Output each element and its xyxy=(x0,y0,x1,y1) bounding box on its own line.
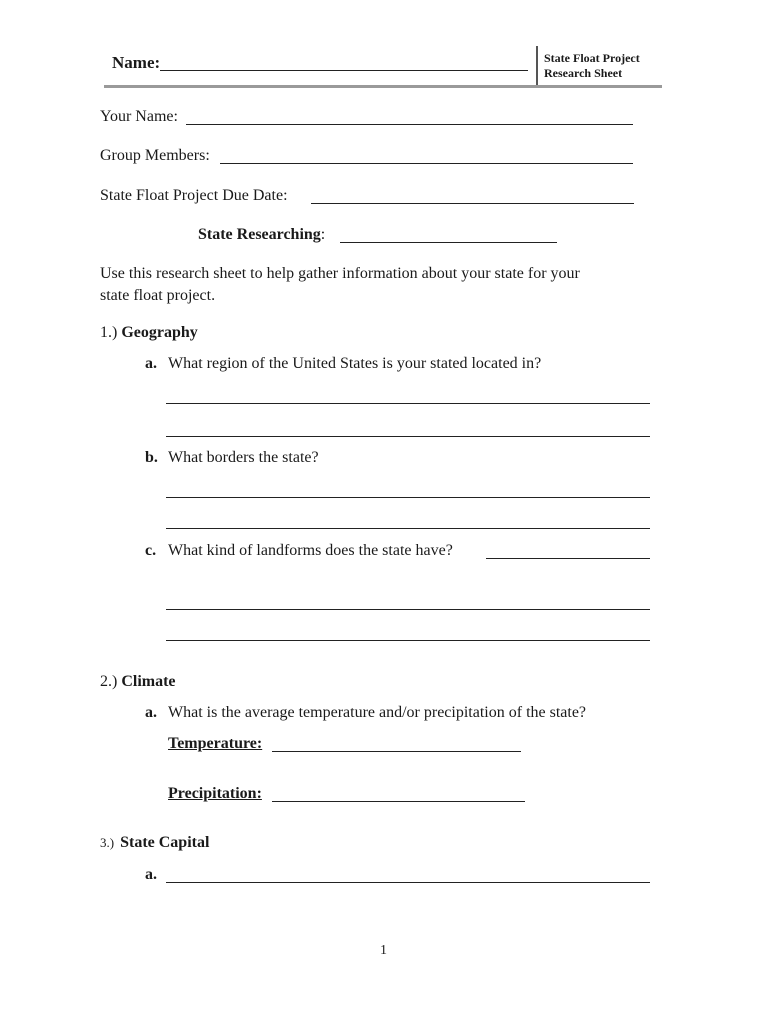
geo-a-letter: a. xyxy=(145,355,157,372)
header-divider xyxy=(536,46,538,86)
geo-a-answer-line-2[interactable] xyxy=(166,436,650,437)
name-blank[interactable] xyxy=(160,70,528,71)
section-geography-number: 1.) xyxy=(100,324,118,341)
geo-c-question: What kind of landforms does the state have? xyxy=(168,542,453,559)
your-name-blank[interactable] xyxy=(186,124,633,125)
section-capital-number: 3.) xyxy=(100,835,115,850)
geo-b-answer-line-2[interactable] xyxy=(166,528,650,529)
geo-c-answer-line-1[interactable] xyxy=(166,609,650,610)
state-researching-text: State Researching xyxy=(198,226,321,243)
geo-c-answer-line-2[interactable] xyxy=(166,640,650,641)
section-climate-number: 2.) xyxy=(100,673,118,690)
section-geography-title: Geography xyxy=(121,324,198,341)
geo-a-answer-line-1[interactable] xyxy=(166,403,650,404)
precipitation-label: Precipitation: xyxy=(168,785,262,802)
state-researching-blank[interactable] xyxy=(340,242,557,243)
intro-line-1: Use this research sheet to help gather information about your state for your xyxy=(100,265,580,282)
page-number: 1 xyxy=(380,943,387,958)
capital-a-answer-line[interactable] xyxy=(166,882,650,883)
header-rule xyxy=(104,85,662,88)
section-climate-heading xyxy=(100,673,176,691)
header-box-title xyxy=(544,51,640,81)
geo-a-question: What region of the United States is your stated located in? xyxy=(168,355,542,372)
name-label: Name: xyxy=(112,53,161,72)
section-geography-heading xyxy=(100,324,198,342)
geo-b-question: What borders the state? xyxy=(168,449,319,466)
group-members-label: Group Members: xyxy=(100,147,210,164)
group-members-blank[interactable] xyxy=(220,163,633,164)
geo-c-letter: c. xyxy=(145,542,157,559)
due-date-label: State Float Project Due Date: xyxy=(100,187,288,204)
precipitation-blank[interactable] xyxy=(272,801,525,802)
geo-b-answer-line-1[interactable] xyxy=(166,497,650,498)
geo-c-inline-blank[interactable] xyxy=(486,558,650,559)
intro-paragraph xyxy=(100,263,580,307)
section-climate-title: Climate xyxy=(121,673,176,690)
capital-a-letter: a. xyxy=(145,866,157,883)
header-box-title-line1: State Float Project xyxy=(544,51,640,65)
temperature-blank[interactable] xyxy=(272,751,521,752)
section-capital-title: State Capital xyxy=(120,834,210,851)
due-date-blank[interactable] xyxy=(311,203,634,204)
geo-b-letter: b. xyxy=(145,449,158,466)
intro-line-2: state float project. xyxy=(100,287,216,304)
state-researching-label: State Researching: xyxy=(198,226,326,243)
climate-a-question: What is the average temperature and/or precipitation of the state? xyxy=(168,704,587,721)
section-capital-heading xyxy=(100,834,209,852)
header-box-title-line2: Research Sheet xyxy=(544,66,623,80)
climate-a-letter: a. xyxy=(145,704,157,721)
your-name-label: Your Name: xyxy=(100,108,178,125)
temperature-label: Temperature: xyxy=(168,735,263,752)
